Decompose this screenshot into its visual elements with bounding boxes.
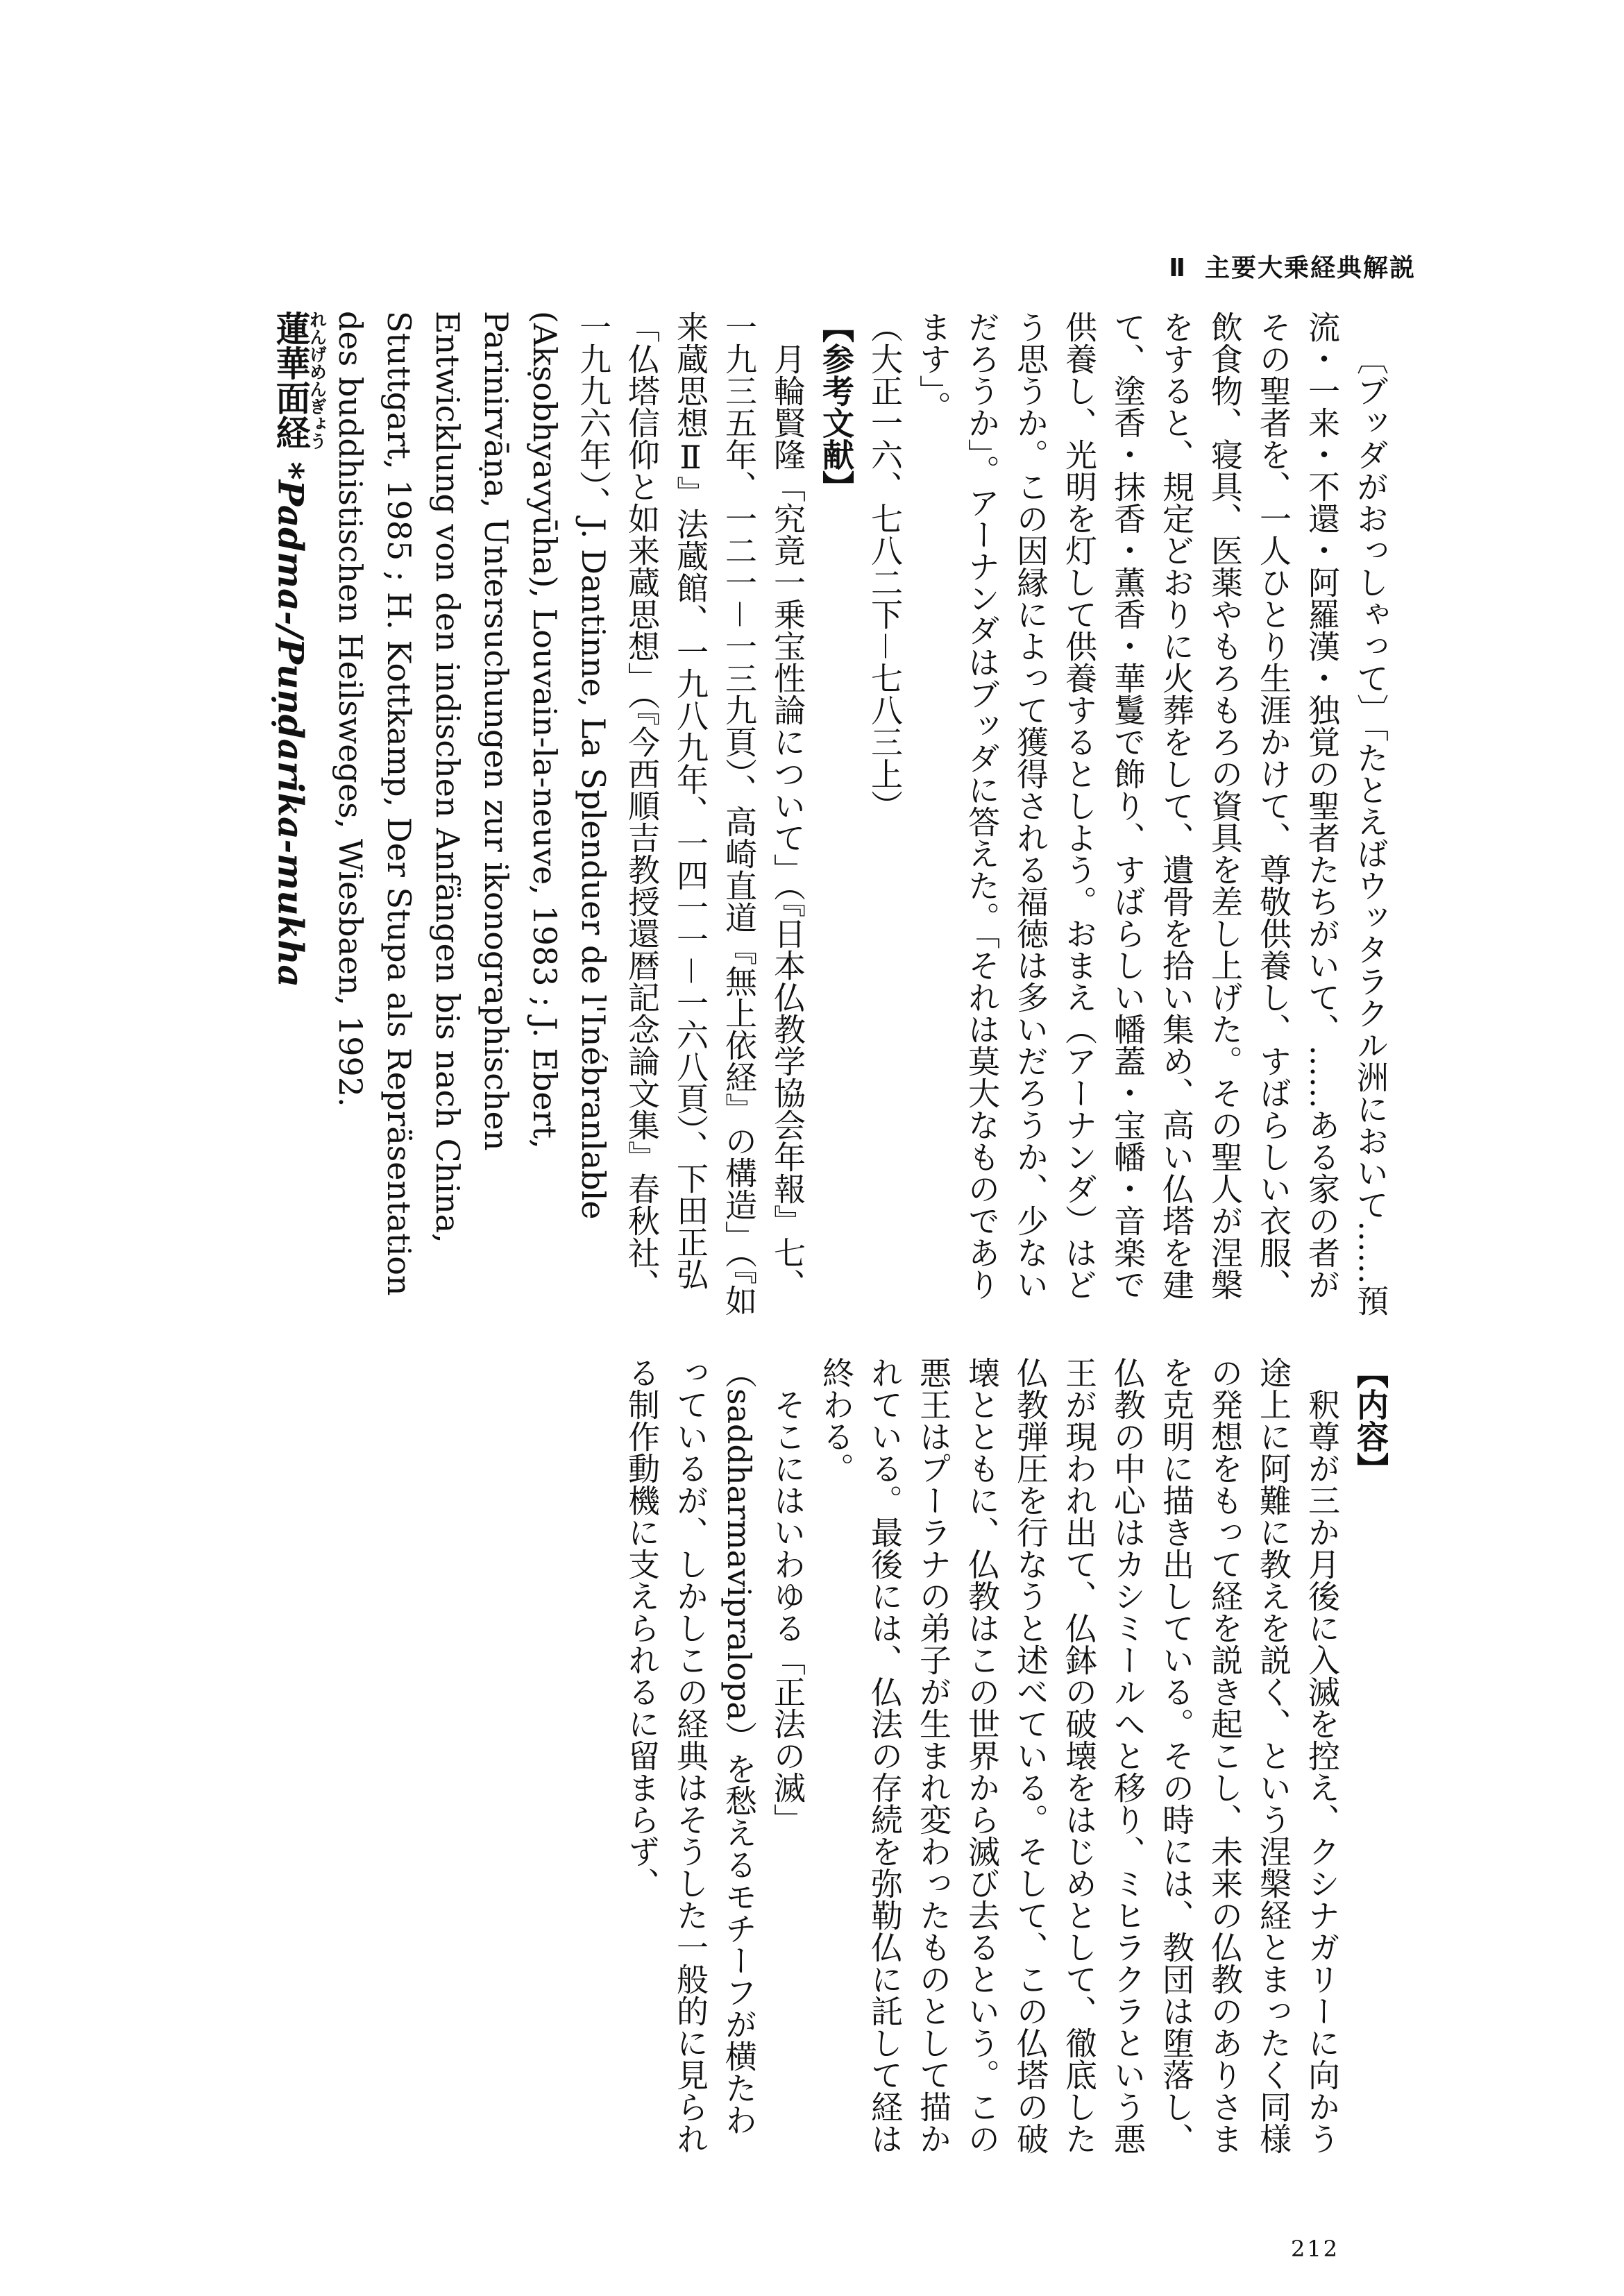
sutra-title-kanji-text: 蓮華面経 xyxy=(270,311,312,450)
chapter-title: 主要大乗経典解説 xyxy=(1204,254,1416,282)
lower-text-block xyxy=(174,1357,1395,2165)
sutra-title xyxy=(267,311,327,1317)
running-header xyxy=(1090,248,1416,283)
content-paragraph: 釈尊が三か月後に入滅を控え、クシナガリーに向かう途上に阿難に教えを説く、という涅槃経とまったく同様の発想をもって経を説き起こし、未来の仏教のありさまを克明に描き出している。その時には、教団は堕落し、仏教の中心はカシミールへと移り、ミヒラクラという悪王が現われ出て、仏鉢の破壊をはじめとして、徹底した仏教弾圧を行なうと述べている。そして、この仏塔の破壊とともに、仏教はこの世界から滅び去るという。この悪王はプーラナの弟子が生まれ変わったものとして描かれている。最後には、仏法の存続を弥勒仏に託して経は終わる。 xyxy=(818,1357,1341,2154)
sutra-title-kanji xyxy=(270,311,328,450)
references-heading: 【参考文献】 xyxy=(818,311,855,502)
citation: （大正一六、七八二下－七八三上） xyxy=(866,311,904,822)
sutra-title-latin: *Padma-/Puṇḍarika-mukha xyxy=(270,461,312,987)
quoted-passage: 〔ブッダがおっしゃって〕「たとえばウッタラクル洲において……預流・一来・不還・阿羅漢・独覚の聖者たちがいて、……ある家の者がその聖者を、一人ひとり生涯かけて、尊敬供養し、すばらしい衣服、飲食物、寝具、医薬やもろもろの資具を差し上げた。その聖人が涅槃をすると、規定どおりに火葬をして、遺骨を拾い集め、高い仏塔を建て、塗香・抹香・薫香・華鬘で飾り、すばらしい幡蓋・宝幡・音楽で供養し、光明を灯して供養するとしよう。おまえ（アーナンダ）はどう思うか。この因縁によって獲得される福徳は多いだろうか、少ないだろうか」。アーナンダはブッダに答えた。「それは莫大なものであります」。 xyxy=(915,311,1389,1316)
upper-text-block xyxy=(229,311,1395,1317)
references-list: 月輪賢隆「究竟一乗宝性論について」（『日本仏教学協会年報』七、一九三五年、一二一－一三九頁）、高崎直道『無上依経』の構造」（『如来蔵思想Ⅱ』法蔵館、一九八九年、一四一一－一六八頁）、下田正弘「仏塔信仰と如来蔵思想」（『今西順吉教授還暦記念論文集』春秋社、一九九六年）、J. Dantinne, La Splenduer de l'Inébranlable (Akṣobhyavyūha), Louvain-la-neuve, 1983 ; J. Ebert, Parinirvāṇa, Untersuchungen zur ikonographischen Entwicklung von den indischen Anfängen bis nach China, Stuttgart, 1985 ; H. Kottkamp, Der Stupa als Repräsentation des buddhistischen Heilsweges, Wiesbaen, 1992. xyxy=(332,311,806,1316)
content-paragraph: そこにはいわゆる「正法の滅」（saddharmavipralopa）を愁えるモチーフが横たわっているが、しかしこの経典はそうした一般的に見られる制作動機に支えられるに留まらず、 xyxy=(623,1357,806,2154)
sutra-title-ruby: れんげめんぎょう xyxy=(307,311,328,450)
chapter-numeral: Ⅱ xyxy=(1169,254,1187,282)
page-number: 212 xyxy=(1290,2236,1340,2262)
content-heading: 【内容】 xyxy=(1352,1357,1389,1484)
